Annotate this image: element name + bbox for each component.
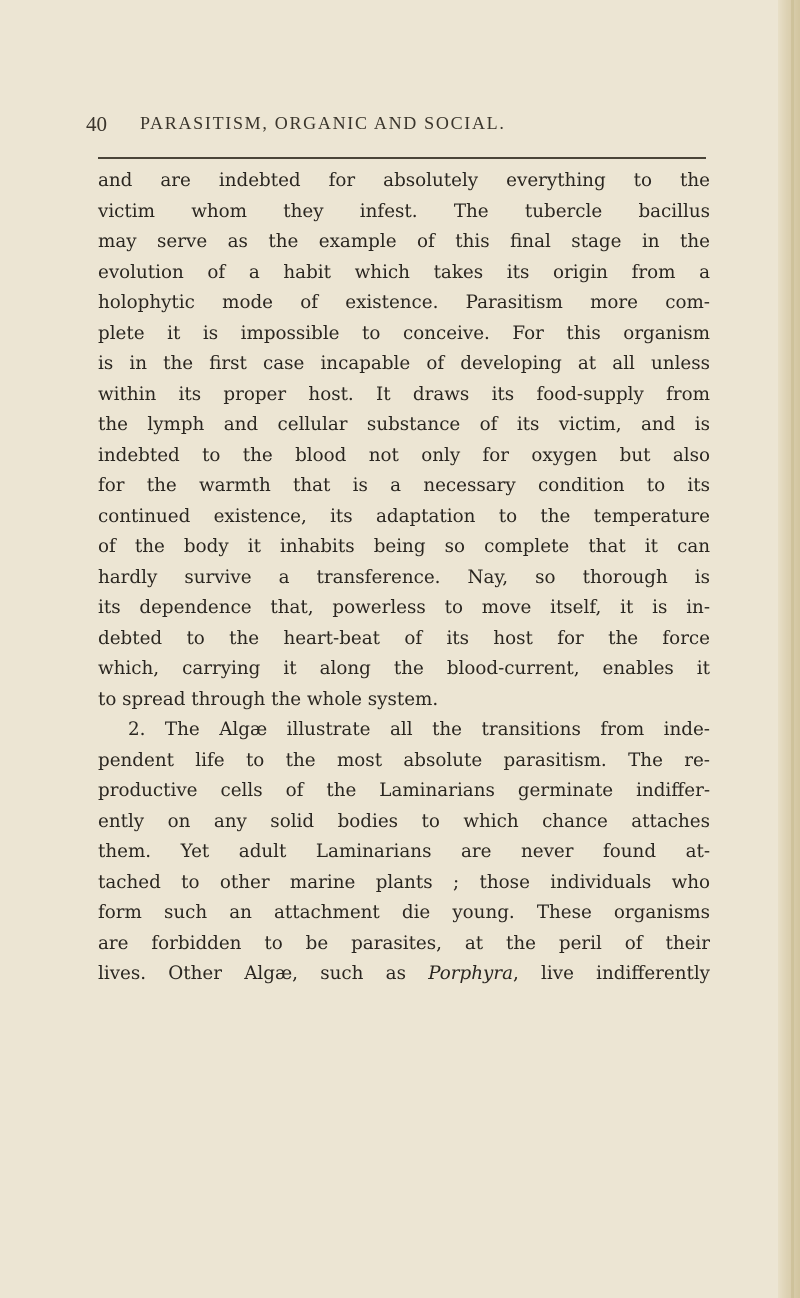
text-line: 2. The Algæ illustrate all the transitions from inde- <box>128 719 710 740</box>
last-line-post: , live indifferently <box>512 963 710 984</box>
text-line: continued existence, its adaptation to the temperature <box>98 505 710 527</box>
page-header <box>86 112 706 142</box>
text-line: ently on any solid bodies to which chance attaches <box>98 810 710 832</box>
text-line: holophytic mode of existence. Parasitism more com- <box>98 292 710 313</box>
text-line: indebted to the blood not only for oxygen but also <box>98 444 710 466</box>
text-line: plete it is impossible to conceive. For this organism <box>98 322 710 344</box>
text-line: of the body it inhabits being so complete that it can <box>98 536 710 557</box>
text-line: debted to the heart-beat of its host for the force <box>98 627 710 649</box>
porphyra-italic: Porphyra <box>428 963 513 984</box>
text-line: and are indebted for absolutely everything to the <box>98 170 710 191</box>
page-edge-line <box>791 0 794 1298</box>
header-rule <box>98 157 706 159</box>
text-line: are forbidden to be parasites, at the peril of their <box>98 932 710 954</box>
text-line: victim whom they infest. The tubercle bacillus <box>98 200 710 222</box>
text-line: is in the first case incapable of developing at all unless <box>98 353 710 374</box>
last-line-pre: lives. Other Algæ, such as <box>98 963 429 984</box>
text-line: to spread through the whole system. <box>98 688 439 710</box>
text-line: pendent life to the most absolute parasitism. The re- <box>98 749 710 771</box>
page-edge-shadow <box>778 0 800 1298</box>
text-line: tached to other marine plants ; those individuals who <box>98 871 710 893</box>
text-line: the lymph and cellular substance of its victim, and is <box>98 414 710 435</box>
text-line: them. Yet adult Laminarians are never found at- <box>98 841 710 862</box>
text-line: its dependence that, powerless to move itself, it is in- <box>98 597 710 618</box>
body-text <box>98 166 710 990</box>
page-number: 40 <box>86 112 107 136</box>
text-line: evolution of a habit which takes its origin from a <box>98 261 710 283</box>
text-line: for the warmth that is a necessary condition to its <box>98 475 710 496</box>
text-line: which, carrying it along the blood-current, enables it <box>98 658 710 679</box>
text-line: hardly survive a transference. Nay, so thorough is <box>98 566 710 588</box>
text-line: may serve as the example of this final stage in the <box>98 231 710 252</box>
running-title: PARASITISM, ORGANIC AND SOCIAL. <box>140 113 506 133</box>
text-line: form such an attachment die young. These organisms <box>98 902 710 923</box>
text-line-last <box>98 959 710 990</box>
text-line: within its proper host. It draws its food-supply from <box>98 383 710 405</box>
text-line: productive cells of the Laminarians germinate indiffer- <box>98 780 710 801</box>
